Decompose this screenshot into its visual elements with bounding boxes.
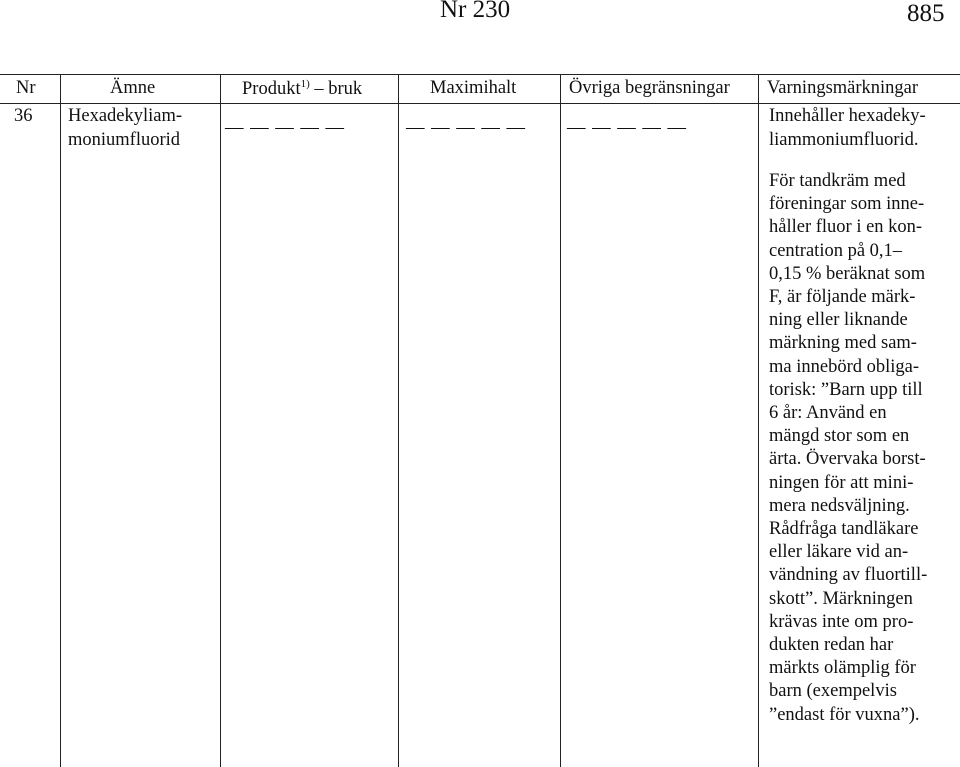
column-divider — [398, 74, 399, 767]
warning-line: dukten redan har — [769, 635, 894, 656]
row-number: 36 — [14, 106, 33, 126]
warning-line: ningen för att mini- — [769, 472, 914, 493]
substance-name — [68, 105, 182, 152]
warning-line: märkning med sam- — [769, 333, 917, 354]
produkt-suffix: – bruk — [314, 79, 363, 99]
warning-line: Rådfråga tandläkare — [769, 519, 919, 540]
warning-line: ning eller liknande — [769, 310, 908, 331]
warning-line: eller läkare vid an- — [769, 542, 909, 563]
warning-line: ”endast för vuxna”). — [769, 704, 920, 725]
warning-line: mera nedsväljning. — [769, 495, 910, 516]
warning-line: ma innebörd obliga- — [769, 356, 920, 377]
column-divider — [758, 74, 759, 767]
column-header-produkt — [242, 78, 362, 100]
column-header-nr: Nr — [16, 78, 36, 98]
column-divider — [220, 74, 221, 767]
produkt-label: Produkt — [242, 79, 301, 99]
warning-intro-line: liammoniumfluorid. — [769, 129, 919, 150]
maximihalt-value: — — — — — — [406, 118, 526, 138]
warning-line: torisk: ”Barn upp till — [769, 379, 923, 400]
table-top-rule — [0, 74, 960, 75]
warning-intro — [769, 105, 926, 152]
column-header-amne: Ämne — [110, 78, 156, 98]
column-header-maximihalt: Maximihalt — [430, 78, 517, 98]
page-number: 885 — [907, 0, 945, 27]
warning-text — [769, 170, 927, 727]
warning-line: 0,15 % beräknat som — [769, 263, 926, 284]
warning-line: 6 år: Använd en — [769, 403, 887, 424]
warning-line: mängd stor som en — [769, 426, 910, 447]
warning-line: märkts olämplig för — [769, 658, 916, 679]
warning-line: föreningar som inne- — [769, 194, 925, 215]
warning-line: För tandkräm med — [769, 171, 906, 191]
issue-number: Nr 230 — [440, 0, 511, 23]
warning-line: håller fluor i en kon- — [769, 217, 923, 238]
produkt-value: — — — — — — [225, 118, 345, 138]
column-header-varning: Varningsmärkningar — [767, 78, 919, 98]
warning-line: ärta. Övervaka borst- — [769, 449, 926, 470]
warning-line: centration på 0,1– — [769, 240, 903, 261]
column-divider — [60, 74, 61, 767]
substance-name-line: Hexadekyliam- — [68, 106, 183, 126]
ovriga-value: — — — — — — [567, 118, 687, 138]
footnote-marker: 1) — [300, 78, 310, 90]
warning-line: skott”. Märkningen — [769, 588, 913, 609]
header-bottom-rule — [0, 103, 960, 104]
warning-intro-line: Innehåller hexadeky- — [769, 106, 926, 126]
warning-line: barn (exempelvis — [769, 681, 897, 702]
warning-line: krävas inte om pro- — [769, 611, 914, 632]
warning-line: vändning av fluortill- — [769, 565, 928, 586]
column-divider — [560, 74, 561, 767]
column-header-ovriga: Övriga begränsningar — [569, 78, 730, 98]
warning-line: F, är följande märk- — [769, 287, 916, 308]
substance-name-line: moniumfluorid — [68, 129, 181, 150]
